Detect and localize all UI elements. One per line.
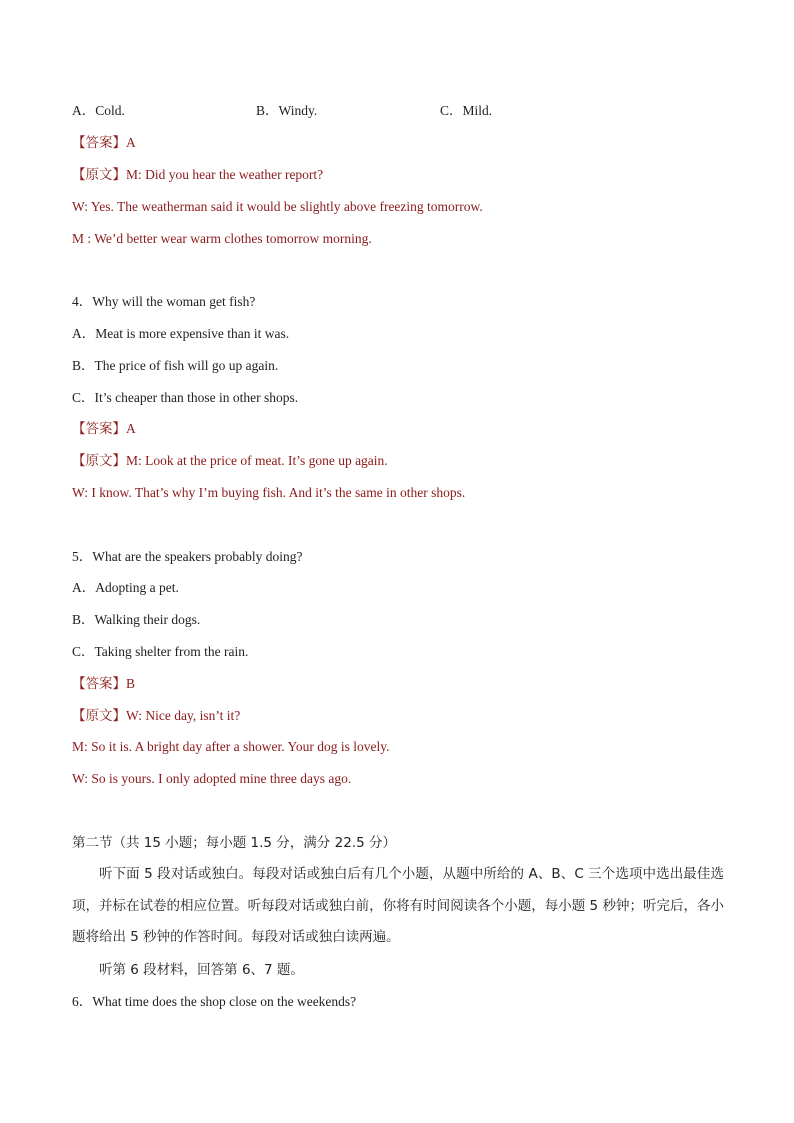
q5-option-b: B．Walking their dogs.	[72, 612, 201, 627]
answer-tag: 【答案】	[72, 135, 126, 151]
q4-script-line-1	[72, 452, 388, 470]
script-tag: 【原文】	[72, 708, 126, 724]
section-2-instructions: 听下面 5 段对话或独白。每段对话或独白后有几个小题，从题中所给的 A、B、C 三个选项中选出最佳选项，并标在试卷的相应位置。听每段对话或独白前，你将有时间阅读各个小题，每小题 5 秒钟；听完后，各小题将给出 5 秒钟的作答时间。每段对话或独白读两遍。	[72, 866, 724, 946]
q3-script-line-3: M : We’d better wear warm clothes tomorrow morning.	[72, 231, 372, 246]
q3-answer	[72, 134, 136, 152]
answer-value: B	[126, 676, 136, 691]
q4-option-a: A．Meat is more expensive than it was.	[72, 326, 290, 341]
script-tag: 【原文】	[72, 453, 126, 469]
q5-script-line-2: M: So it is. A bright day after a shower. Your dog is lovely.	[72, 739, 390, 754]
answer-tag: 【答案】	[72, 676, 126, 692]
q3-script-line-2: W: Yes. The weatherman said it would be slightly above freezing tomorrow.	[72, 199, 483, 214]
section-2-heading: 第二节（共 15 小题；每小题 1.5 分，满分 22.5 分）	[72, 835, 396, 851]
q3-script-line-1	[72, 166, 323, 184]
q5-question: 5．What are the speakers probably doing?	[72, 549, 303, 564]
script-text: M: Look at the price of meat. It’s gone up again.	[126, 453, 388, 468]
q5-option-c: C．Taking shelter from the rain.	[72, 644, 249, 659]
q4-option-b: B．The price of fish will go up again.	[72, 358, 279, 373]
q3-option-c: C．Mild.	[440, 103, 493, 118]
q6-question: 6．What time does the shop close on the weekends?	[72, 994, 357, 1009]
q4-question: 4．Why will the woman get fish?	[72, 294, 256, 309]
answer-value: A	[126, 421, 136, 436]
answer-tag: 【答案】	[72, 421, 126, 437]
script-tag: 【原文】	[72, 167, 126, 183]
script-text: M: Did you hear the weather report?	[126, 167, 324, 182]
answer-value: A	[126, 135, 136, 150]
q4-script-line-2: W: I know. That’s why I’m buying fish. And it’s the same in other shops.	[72, 485, 466, 500]
q3-option-a: A．Cold.	[72, 103, 125, 118]
q5-script-line-3: W: So is yours. I only adopted mine three days ago.	[72, 771, 352, 786]
q5-option-a: A．Adopting a pet.	[72, 580, 179, 595]
q5-answer	[72, 675, 135, 693]
material-note: 听第 6 段材料，回答第 6、7 题。	[99, 962, 304, 978]
script-text: W: Nice day, isn’t it?	[126, 708, 241, 723]
q4-option-c: C．It’s cheaper than those in other shops.	[72, 390, 299, 405]
q5-script-line-1	[72, 707, 240, 725]
q3-option-b: B．Windy.	[256, 103, 318, 118]
q4-answer	[72, 420, 136, 438]
